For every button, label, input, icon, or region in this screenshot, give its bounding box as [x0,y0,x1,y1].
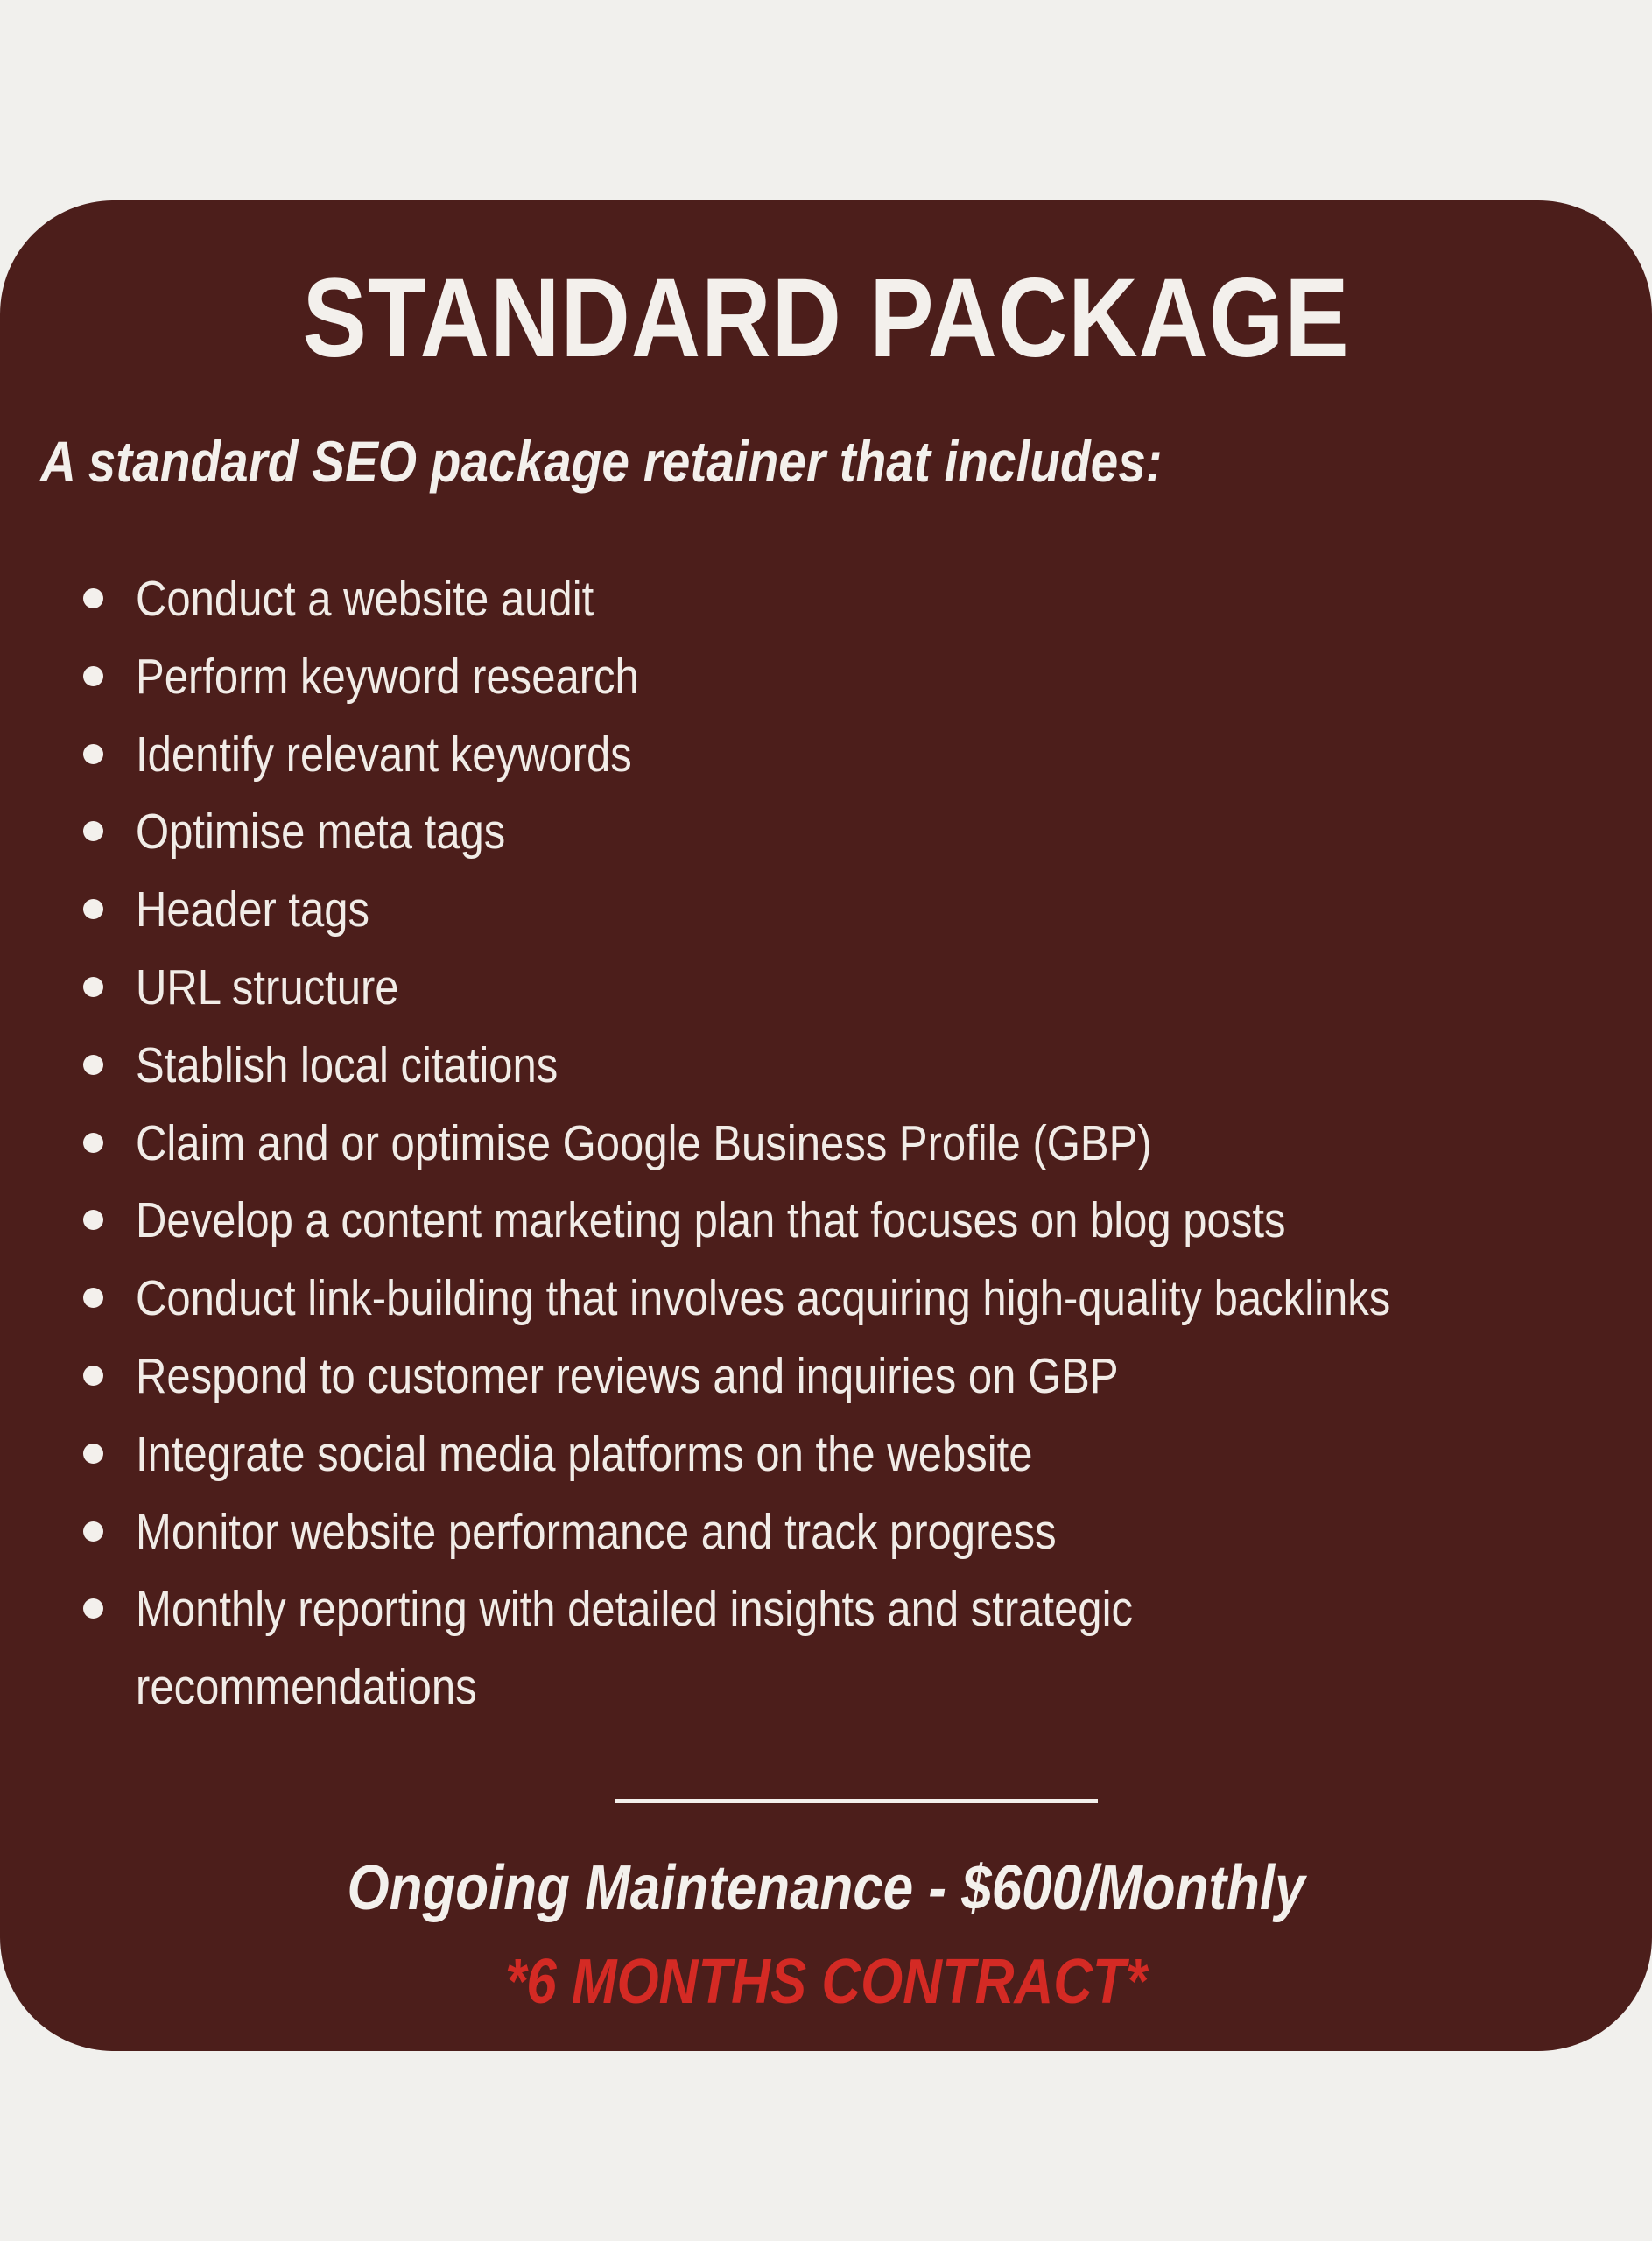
bullet-icon [83,744,103,764]
feature-item [0,1260,1652,1338]
bullet-icon [83,588,103,608]
feature-text: Integrate social media platforms on the website [136,1425,1033,1482]
bullet-icon [83,1366,103,1386]
bullet-icon [83,1444,103,1464]
bullet-icon [83,821,103,841]
feature-item [0,793,1652,871]
feature-text: URL structure [136,959,399,1015]
feature-text: Perform keyword research [136,648,639,705]
bullet-icon [83,899,103,919]
bullet-icon [83,1210,103,1230]
feature-text: Monthly reporting with detailed insights and strategic recommendations [136,1581,1133,1716]
feature-text: Monitor website performance and track progress [136,1503,1057,1560]
bullet-icon [83,1133,103,1153]
bullet-icon [83,1288,103,1308]
contract-text: *6 MONTHS CONTRACT* [505,1947,1147,2017]
price-divider [615,1799,1098,1803]
feature-list [0,560,1652,1726]
feature-item [0,638,1652,716]
feature-text: Claim and or optimise Google Business Profile (GBP) [136,1114,1152,1171]
package-subtitle: A standard SEO package retainer that includes: [40,429,1163,494]
feature-item [0,1027,1652,1105]
bullet-icon [83,1521,103,1542]
bullet-icon [83,666,103,686]
bullet-icon [83,1598,103,1619]
feature-item [0,949,1652,1027]
package-title: STANDARD PACKAGE [302,256,1350,381]
feature-item [0,1493,1652,1571]
bullet-icon [83,1055,103,1075]
feature-text: Conduct link-building that involves acquiring high-quality backlinks [136,1270,1391,1327]
standard-package-card [0,200,1652,2051]
feature-item [0,1182,1652,1260]
feature-text: Respond to customer reviews and inquiries on GBP [136,1347,1119,1404]
feature-item [0,1416,1652,1493]
feature-item [0,871,1652,949]
feature-item [0,1570,1652,1726]
feature-text: Optimise meta tags [136,804,506,861]
feature-text: Header tags [136,882,370,938]
price-text: Ongoing Maintenance - $600/Monthly [347,1853,1305,1923]
feature-item [0,560,1652,638]
feature-item [0,716,1652,794]
feature-text: Develop a content marketing plan that focuses on blog posts [136,1192,1286,1249]
feature-text: Stablish local citations [136,1036,559,1093]
feature-text: Conduct a website audit [136,571,594,627]
feature-item [0,1105,1652,1183]
bullet-icon [83,977,103,997]
feature-item [0,1338,1652,1416]
feature-text: Identify relevant keywords [136,726,632,783]
